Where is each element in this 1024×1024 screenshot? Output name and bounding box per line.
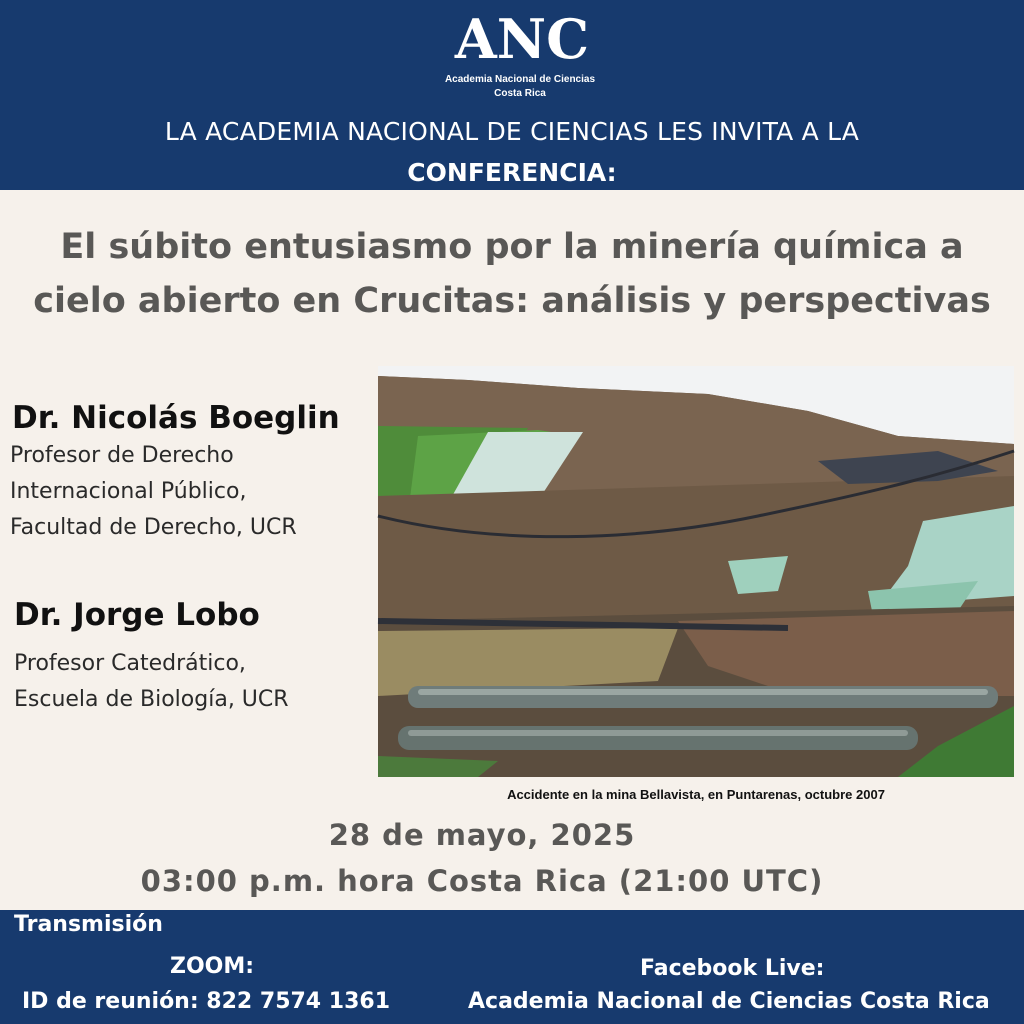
logo-lettering: ANC bbox=[454, 7, 590, 71]
talk-title-line2: cielo abierto en Crucitas: análisis y perspectivas bbox=[33, 281, 991, 321]
zoom-meeting-id[interactable]: ID de reunión: 822 7574 1361 bbox=[22, 989, 391, 1014]
speaker-2-affiliation bbox=[14, 646, 289, 718]
speaker-1-name: Dr. Nicolás Boeglin bbox=[12, 400, 340, 436]
speaker-1-affil-line: Profesor de Derecho bbox=[10, 443, 234, 468]
event-date: 28 de mayo, 2025 bbox=[328, 818, 636, 852]
talk-title bbox=[0, 220, 1024, 328]
zoom-label: ZOOM: bbox=[170, 954, 255, 979]
photo-caption: Accidente en la mina Bellavista, en Puntarenas, octubre 2007 bbox=[507, 787, 885, 802]
speaker-1-affiliation bbox=[10, 438, 297, 546]
speaker-1-affil-line: Internacional Público, bbox=[10, 479, 247, 504]
speaker-1-affil-line: Facultad de Derecho, UCR bbox=[10, 515, 297, 540]
org-name-line1: Academia Nacional de Ciencias bbox=[444, 74, 596, 85]
speaker-2-affil-line: Profesor Catedrático, bbox=[14, 651, 246, 676]
speaker-2-name: Dr. Jorge Lobo bbox=[14, 597, 260, 633]
org-name-line2: Costa Rica bbox=[494, 88, 546, 99]
talk-title-line1: El súbito entusiasmo por la minería química a bbox=[60, 227, 964, 267]
mine-accident-photo bbox=[378, 366, 1014, 777]
facebook-page-link[interactable]: Academia Nacional de Ciencias Costa Rica bbox=[468, 989, 990, 1014]
speaker-2-affil-line: Escuela de Biología, UCR bbox=[14, 687, 289, 712]
facebook-live-label: Facebook Live: bbox=[640, 956, 825, 981]
anc-logo bbox=[454, 6, 590, 71]
header-band bbox=[0, 0, 1024, 190]
footer-band bbox=[0, 910, 1024, 1024]
org-name bbox=[400, 73, 640, 101]
transmission-label: Transmisión bbox=[14, 912, 163, 937]
invite-text: LA ACADEMIA NACIONAL DE CIENCIAS LES INVITA A LA bbox=[164, 117, 860, 146]
conference-label: CONFERENCIA: bbox=[407, 158, 617, 187]
event-time: 03:00 p.m. hora Costa Rica (21:00 UTC) bbox=[140, 864, 824, 898]
